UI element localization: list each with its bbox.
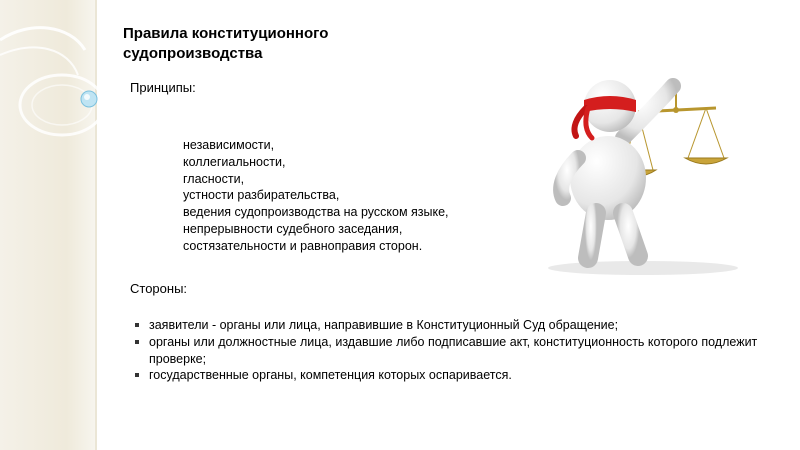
bullet-icon bbox=[135, 323, 139, 327]
list-item bbox=[135, 367, 775, 384]
list-item: независимости, bbox=[183, 138, 275, 152]
list-item: ведения судопроизводства на русском языке, bbox=[183, 205, 449, 220]
list-item: гласности, bbox=[183, 171, 245, 186]
sides-label: Стороны: bbox=[130, 281, 188, 296]
principles-label: Принципы: bbox=[130, 80, 196, 95]
list-item-text: органы или должностные лица, издавшие либо подписавшие акт, конституционность которого подлежит проверке; bbox=[149, 334, 758, 366]
principles-list bbox=[183, 137, 449, 255]
bullet-icon bbox=[135, 373, 139, 377]
list-item: устности разбирательства, bbox=[183, 188, 340, 203]
list-item: состязательности и равноправия сторон. bbox=[183, 238, 423, 253]
list-item: непрерывности судебного заседания, bbox=[183, 221, 403, 236]
decorative-swirl-icon bbox=[0, 0, 130, 140]
list-item-text: государственные органы, компетенция которых оспаривается. bbox=[149, 368, 512, 383]
list-item: коллегиальности, bbox=[183, 154, 286, 169]
bullet-icon bbox=[135, 340, 139, 344]
list-item bbox=[135, 317, 775, 334]
sides-list bbox=[135, 317, 775, 384]
list-item-text: заявители - органы или лица, направившие в Конституционный Суд обращение; bbox=[149, 318, 619, 332]
justice-figure-icon bbox=[528, 78, 758, 278]
slide-title: Правила конституционного судопроизводства bbox=[123, 25, 329, 62]
list-item bbox=[135, 334, 775, 368]
